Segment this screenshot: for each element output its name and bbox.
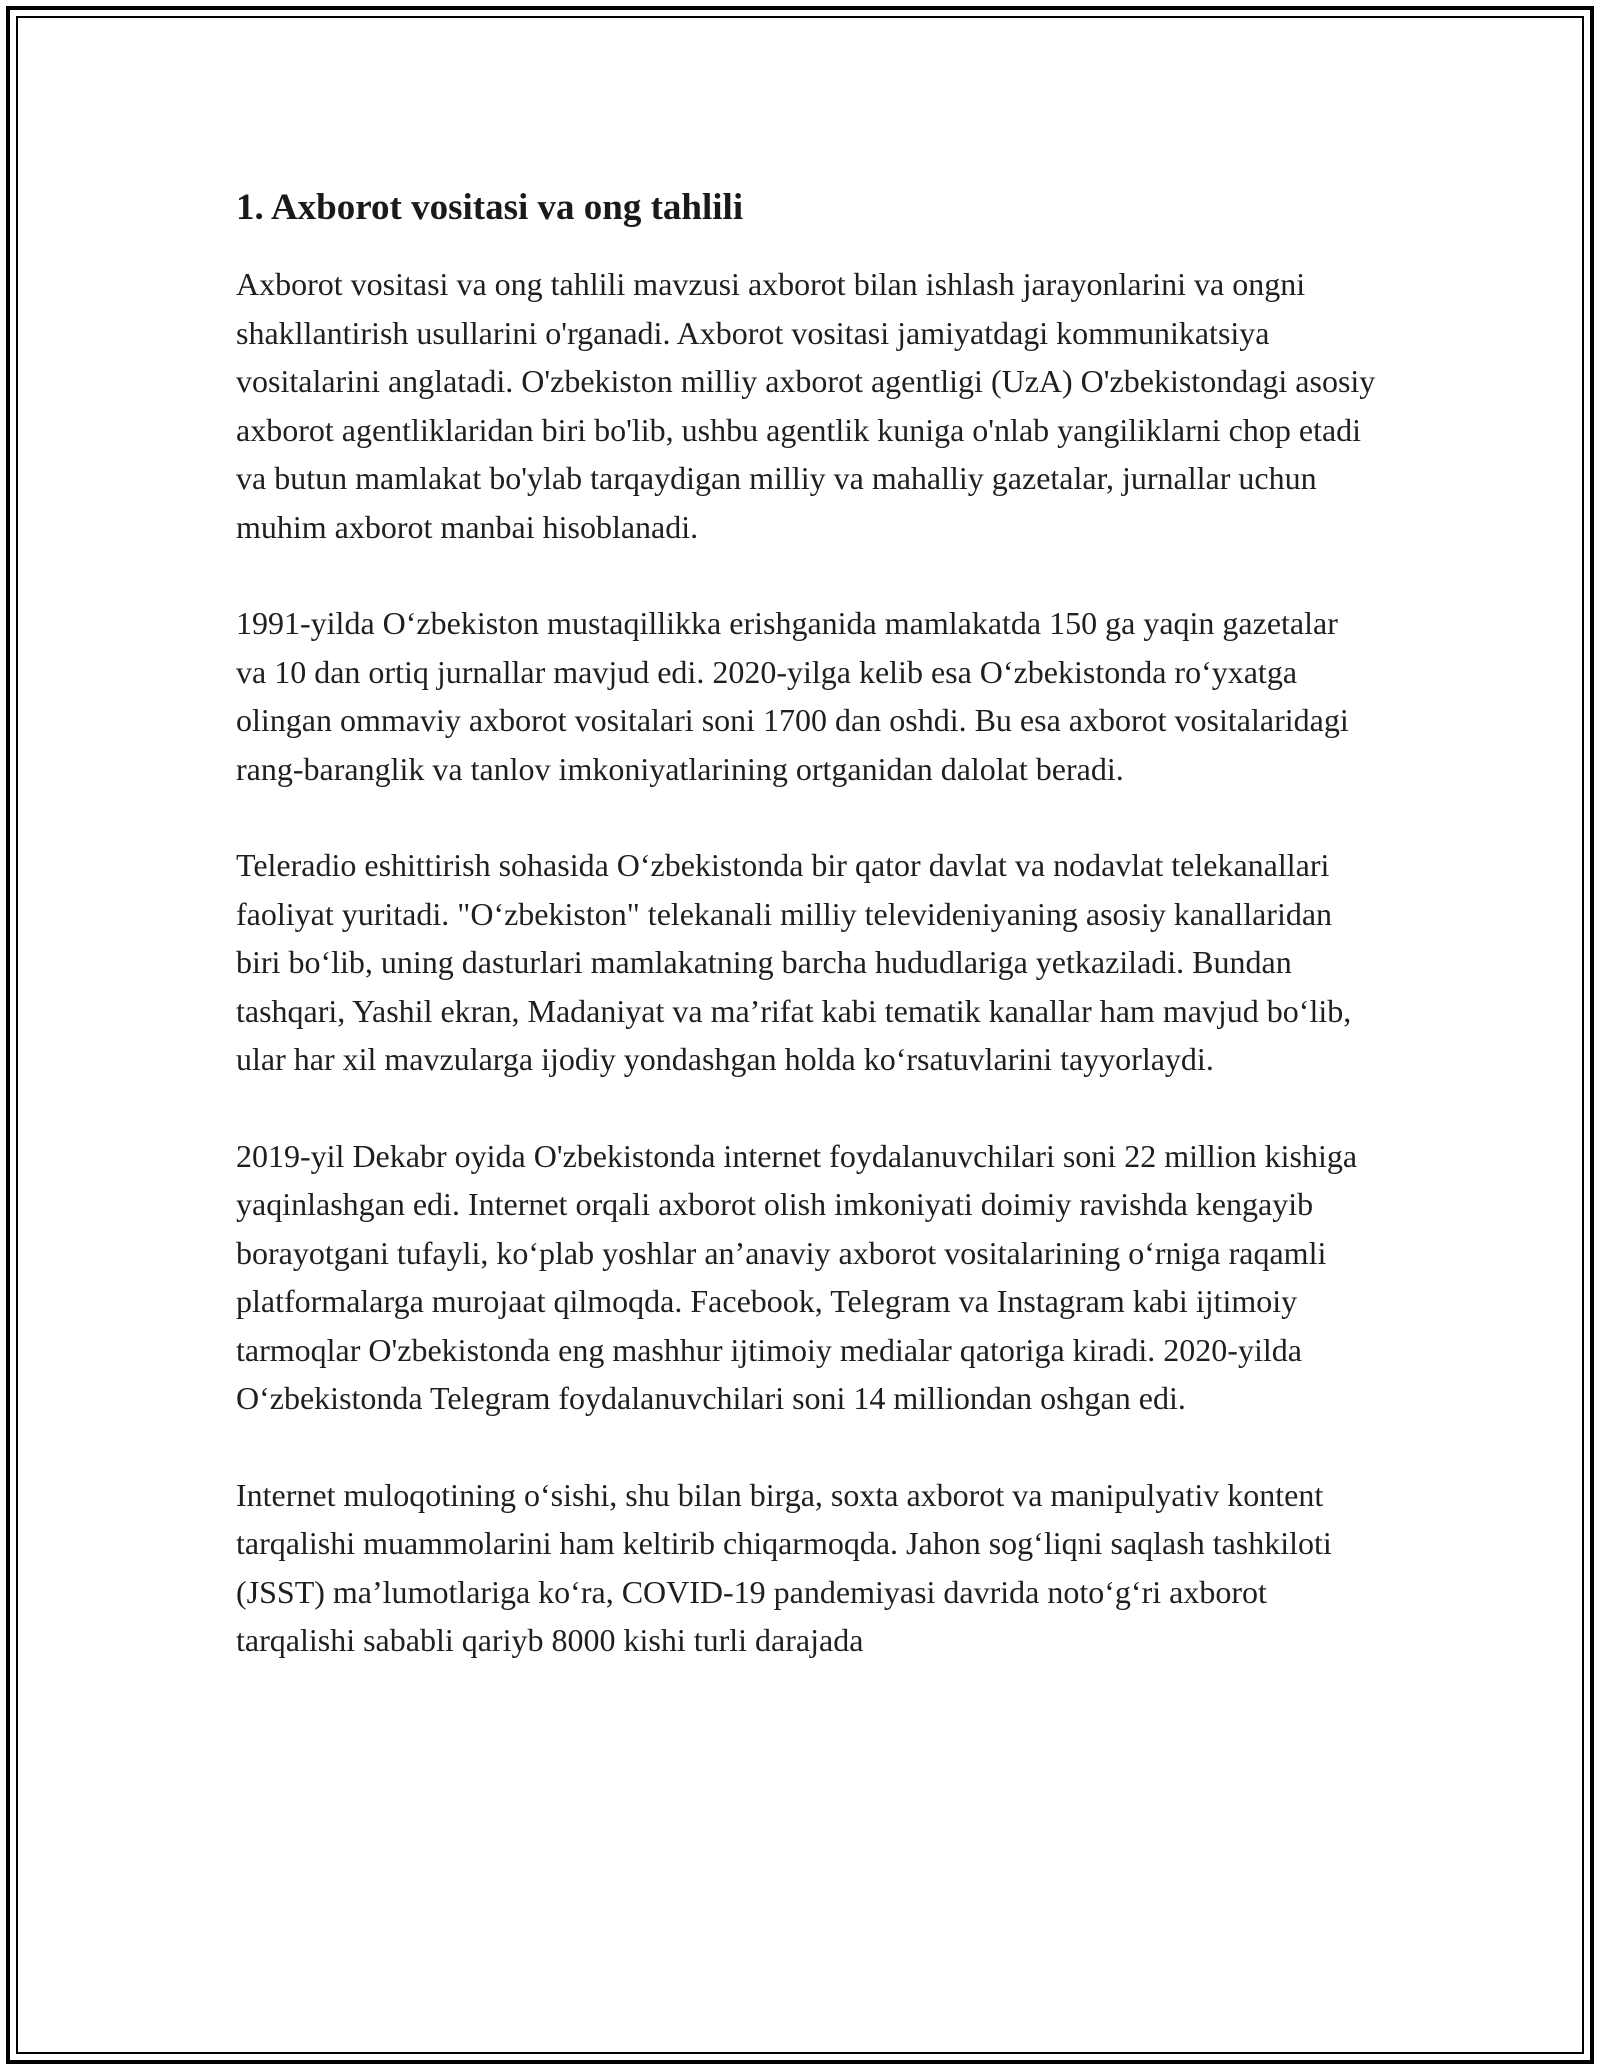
paragraph-independence-press: 1991-yilda O‘zbekiston mustaqillikka erishganida mamlakatda 150 ga yaqin gazetalar va 10 dan ortiq jurnallar mavjud edi. 2020-yilga kelib esa O‘zbekistonda ro‘yxatga olingan ommaviy axborot vositalari soni 1700 dan oshdi. Bu esa axborot vositalaridagi rang-baranglik va tanlov imkoniyatlarining ortganidan dalolat beradi. bbox=[236, 605, 1349, 787]
paragraph-internet-users: 2019-yil Dekabr oyida O'zbekistonda internet foydalanuvchilari soni 22 million kishiga yaqinlashgan edi. Internet orqali axborot olish imkoniyati doimiy ravishda kengayib borayotgani tufayli, ko‘plab yoshlar an’anaviy axborot vositalarining o‘rniga raqamli platformalarga murojaat qilmoqda. Facebook, Telegram va Instagram kabi ijtimoiy tarmoqlar O'zbekistonda eng mashhur ijtimoiy medialar qatoriga kiradi. 2020-yilda O‘zbekistonda Telegram foydalanuvchilari soni 14 milliondan oshgan edi. bbox=[236, 1137, 1358, 1416]
document-body bbox=[236, 184, 1376, 1713]
paragraph-intro: Axborot vositasi va ong tahlili mavzusi axborot bilan ishlash jarayonlarini va ongni shakllantirish usullarini o'rganadi. Axborot vositasi jamiyatdagi kommunikatsiya vositalarini anglatadi. O'zbekiston milliy axborot agentligi (UzA) O'zbekistondagi asosiy axborot agentliklaridan biri bo'lib, ushbu agentlik kuniga o'nlab yangiliklarni chop etadi va butun mamlakat bo'ylab tarqaydigan milliy va mahalliy gazetalar, jurnallar uchun muhim axborot manbai hisoblanadi. bbox=[236, 266, 1376, 545]
paragraph-teleradio: Teleradio eshittirish sohasida O‘zbekistonda bir qator davlat va nodavlat telekanallari faoliyat yuritadi. "O‘zbekiston" telekanali milliy televideniyaning asosiy kanallaridan biri bo‘lib, uning dasturlari mamlakatning barcha hududlariga yetkaziladi. Bundan tashqari, Yashil ekran, Madaniyat va ma’rifat kabi tematik kanallar ham mavjud bo‘lib, ular har xil mavzularga ijodiy yondashgan holda ko‘rsatuvlarini tayyorlaydi. bbox=[236, 847, 1352, 1077]
paragraph-misinformation: Internet muloqotining o‘sishi, shu bilan birga, soxta axborot va manipulyativ kontent tarqalishi muammolarini ham keltirib chiqarmoqda. Jahon sog‘liqni saqlash tashkiloti (JSST) ma’lumotlariga ko‘ra, COVID-19 pandemiyasi davrida noto‘g‘ri axborot tarqalishi sababli qariyb 8000 kishi turli darajada bbox=[236, 1476, 1332, 1658]
section-heading: 1. Axborot vositasi va ong tahlili bbox=[236, 187, 744, 228]
